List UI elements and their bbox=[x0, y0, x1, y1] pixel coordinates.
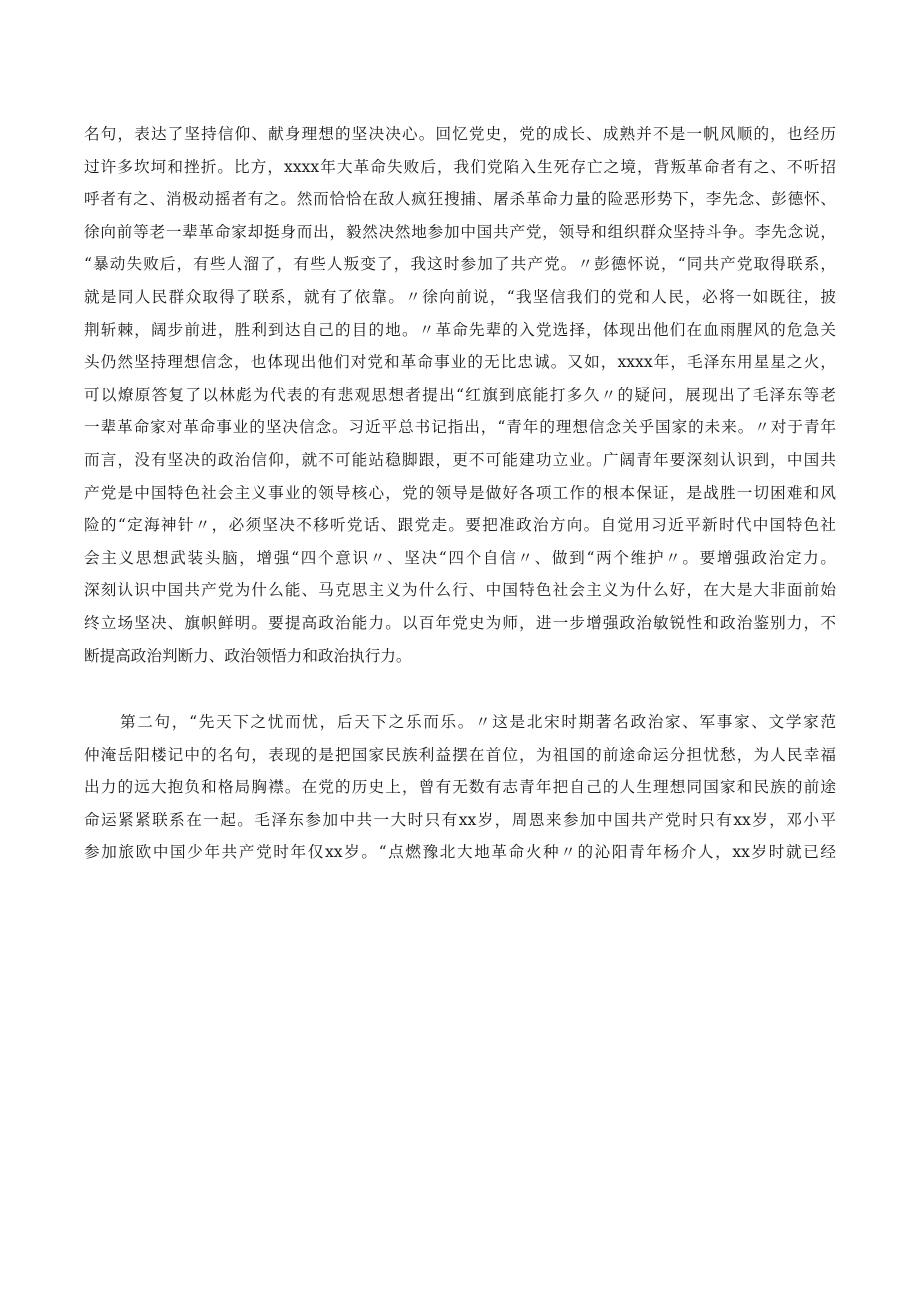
paragraph-2 bbox=[84, 706, 836, 869]
text-line: 深刻认识中国共产党为什么能、马克思主义为什么行、中国特色社会主义为什么好，在大是大非面前始 bbox=[84, 581, 836, 600]
paragraph-spacer bbox=[84, 672, 836, 706]
text-line: 就是同人民群众取得了联系，就有了依靠。〃徐向前说，“我坚信我们的党和人民，必将一如既往，披 bbox=[84, 287, 836, 306]
text-line: 一辈革命家对革命事业的坚决信念。习近平总书记指出，“青年的理想信念关乎国家的未来。〃对于青年 bbox=[84, 418, 836, 437]
text-line: 名句，表达了坚持信仰、献身理想的坚决决心。回忆党史，党的成长、成熟并不是一帆风顺的，也经历 bbox=[84, 125, 836, 143]
text-line: 命运紧紧联系在一起。毛泽东参加中共一大时只有xx岁，周恩来参加中国共产党时只有xx岁，邓小平 bbox=[84, 810, 836, 829]
text-line: 荆斩棘，阔步前进，胜利到达自己的目的地。〃革命先辈的入党选择，体现出他们在血雨腥风的危急关 bbox=[84, 320, 836, 339]
text-line: 断提高政治判断力、政治领悟力和政治执行力。 bbox=[84, 646, 412, 665]
text-line: 过许多坎坷和挫折。比方，xxxx年大革命失败后，我们党陷入生死存亡之境，背叛革命者有之、不听招 bbox=[84, 157, 836, 176]
text-line: 产党是中国特色社会主义事业的领导核心，党的领导是做好各项工作的根本保证，是战胜一切困难和风 bbox=[84, 483, 836, 502]
text-line: 会主义思想武装头脑，增强“四个意识〃、坚决“四个自信〃、做到“两个维护〃。要增强政治定力。 bbox=[84, 548, 836, 567]
paragraph-1 bbox=[84, 118, 836, 672]
text-line: 出力的远大抱负和格局胸襟。在党的历史上，曾有无数有志青年把自己的人生理想同国家和民族的前途 bbox=[84, 778, 836, 797]
text-line: 头仍然坚持理想信念，也体现出他们对党和革命事业的无比忠诚。又如，xxxx年，毛泽东用星星之火， bbox=[84, 353, 836, 372]
document-body bbox=[84, 118, 836, 869]
text-line: 第二句，“先天下之忧而忧，后天下之乐而乐。〃这是北宋时期著名政治家、军事家、文学家范 bbox=[120, 713, 836, 732]
text-line: 可以燎原答复了以林彪为代表的有悲观思想者提出“红旗到底能打多久〃的疑问，展现出了毛泽东等老 bbox=[84, 385, 836, 404]
text-line: 而言，没有坚决的政治信仰，就不可能站稳脚跟，更不可能建功立业。广阔青年要深刻认识到，中国共 bbox=[84, 450, 836, 469]
text-line: 仲淹岳阳楼记中的名句，表现的是把国家民族利益摆在首位，为祖国的前途命运分担忧愁，为人民幸福 bbox=[84, 745, 836, 764]
text-line: 徐向前等老一辈革命家却挺身而出，毅然决然地参加中国共产党，领导和组织群众坚持斗争。李先念说， bbox=[84, 222, 836, 241]
text-line: “暴动失败后，有些人溜了，有些人叛变了，我这时参加了共产党。〃彭德怀说，“同共产党取得联系， bbox=[84, 255, 836, 274]
text-line: 参加旅欧中国少年共产党时年仅xx岁。“点燃豫北大地革命火种〃的沁阳青年杨介人，xx岁时就已经 bbox=[84, 843, 836, 862]
text-line: 终立场坚决、旗帜鲜明。要提高政治能力。以百年党史为师，进一步增强政治敏锐性和政治鉴别力，不 bbox=[84, 613, 836, 632]
text-line: 险的“定海神针〃，必须坚决不移听党话、跟党走。要把准政治方向。自觉用习近平新时代中国特色社 bbox=[84, 516, 836, 535]
text-line: 呼者有之、消极动摇者有之。然而恰恰在敌人疯狂搜捕、屠杀革命力量的险恶形势下，李先念、彭德怀、 bbox=[84, 190, 836, 209]
